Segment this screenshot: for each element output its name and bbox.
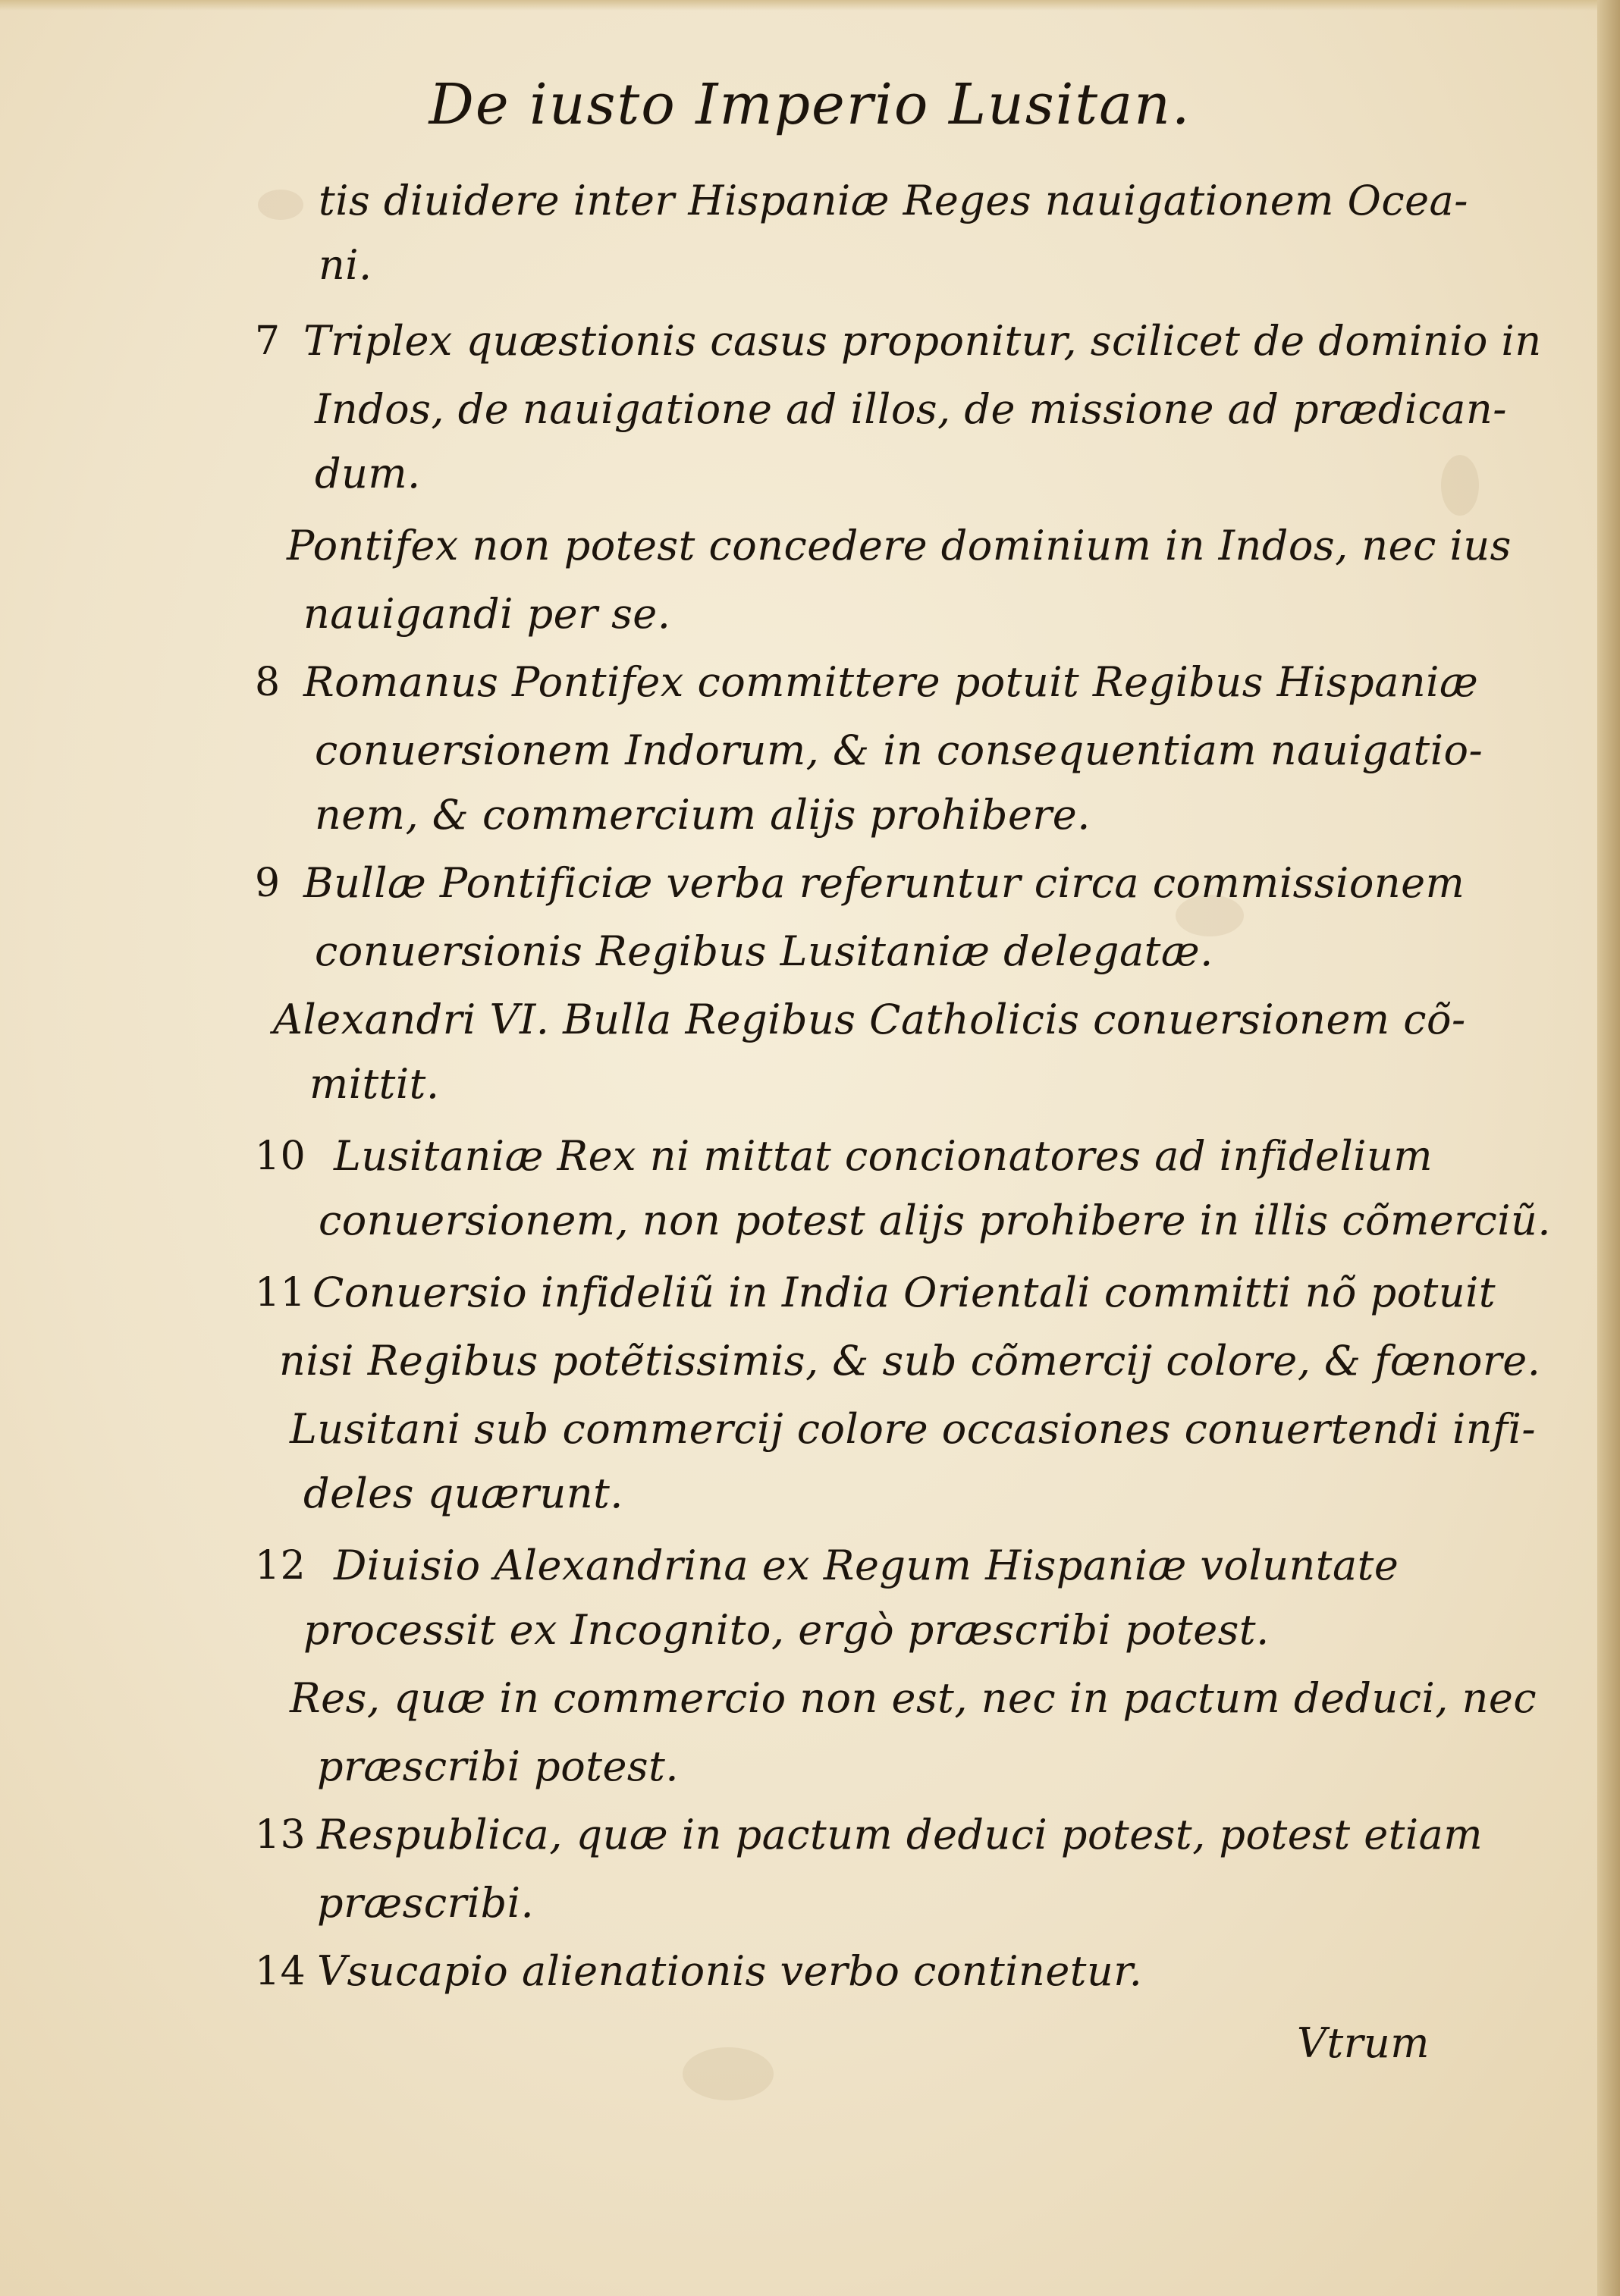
item-number: 8 [255, 660, 281, 705]
text-line: nisi Regibus potẽtissimis, & sub cõmercij colore, & fœnore. [279, 1337, 1541, 1385]
text-line: Pontifex non potest concedere dominium in Indos, nec ius [287, 522, 1512, 569]
text-line: Triplex quæstionis casus proponitur, scilicet de dominio in [303, 317, 1542, 365]
text-line: nauigandi per se. [303, 590, 671, 638]
item-number: 11 [255, 1270, 306, 1316]
page-top-edge [0, 0, 1620, 11]
text-line: Lusitaniæ Rex ni mittat concionatores ad infidelium [334, 1132, 1433, 1180]
text-line: Romanus Pontifex committere potuit Regibus Hispaniæ [303, 658, 1479, 706]
text-line: tis diuidere inter Hispaniæ Reges nauigationem Ocea- [319, 177, 1468, 224]
text-line: processit ex Incognito, ergò præscribi potest. [303, 1606, 1270, 1654]
text-line: dum. [315, 450, 421, 497]
text-line: mittit. [309, 1060, 440, 1108]
text-line: Alexandri VI. Bulla Regibus Catholicis conuersionem cõ- [273, 996, 1466, 1043]
text-line: Lusitani sub commercij colore occasiones conuertendi infi- [290, 1405, 1537, 1453]
text-line: ni. [319, 241, 372, 289]
item-number: 10 [255, 1134, 306, 1179]
item-number: 12 [255, 1543, 306, 1589]
text-line: Res, quæ in commercio non est, nec in pactum deduci, nec [290, 1674, 1537, 1722]
text-line: præscribi. [317, 1879, 535, 1927]
foxing-stain [258, 190, 303, 220]
text-line: Respublica, quæ in pactum deduci potest, potest etiam [317, 1811, 1483, 1858]
item-number: 14 [255, 1949, 306, 1994]
item-number: 13 [255, 1812, 306, 1858]
text-line: conuersionis Regibus Lusitaniæ delegatæ. [315, 927, 1213, 975]
text-line: conuersionem Indorum, & in consequentiam nauigatio- [315, 726, 1483, 774]
page-binding-edge [1597, 0, 1620, 2296]
item-number: 7 [255, 318, 281, 364]
text-line: Diuisio Alexandrina ex Regum Hispaniæ voluntate [334, 1542, 1399, 1589]
text-line: nem, & commercium alijs prohibere. [315, 791, 1091, 839]
foxing-stain [683, 2047, 774, 2100]
catchword: Vtrum [1297, 2019, 1430, 2067]
text-line: Conuersio infideliũ in India Orientali committi nõ potuit [312, 1269, 1496, 1316]
running-header: De iusto Imperio Lusitan. [429, 72, 1191, 137]
text-line: Bullæ Pontificiæ verba referuntur circa commissionem [303, 859, 1465, 907]
text-line: Indos, de nauigatione ad illos, de missione ad prædican- [315, 385, 1508, 433]
text-line: Vsucapio alienationis verbo continetur. [317, 1947, 1143, 1995]
foxing-stain [1441, 455, 1479, 516]
text-line: præscribi potest. [317, 1742, 679, 1790]
item-number: 9 [255, 861, 281, 906]
text-line: conuersionem, non potest alijs prohibere in illis cõmerciũ. [319, 1197, 1552, 1244]
text-line: deles quærunt. [303, 1470, 623, 1517]
